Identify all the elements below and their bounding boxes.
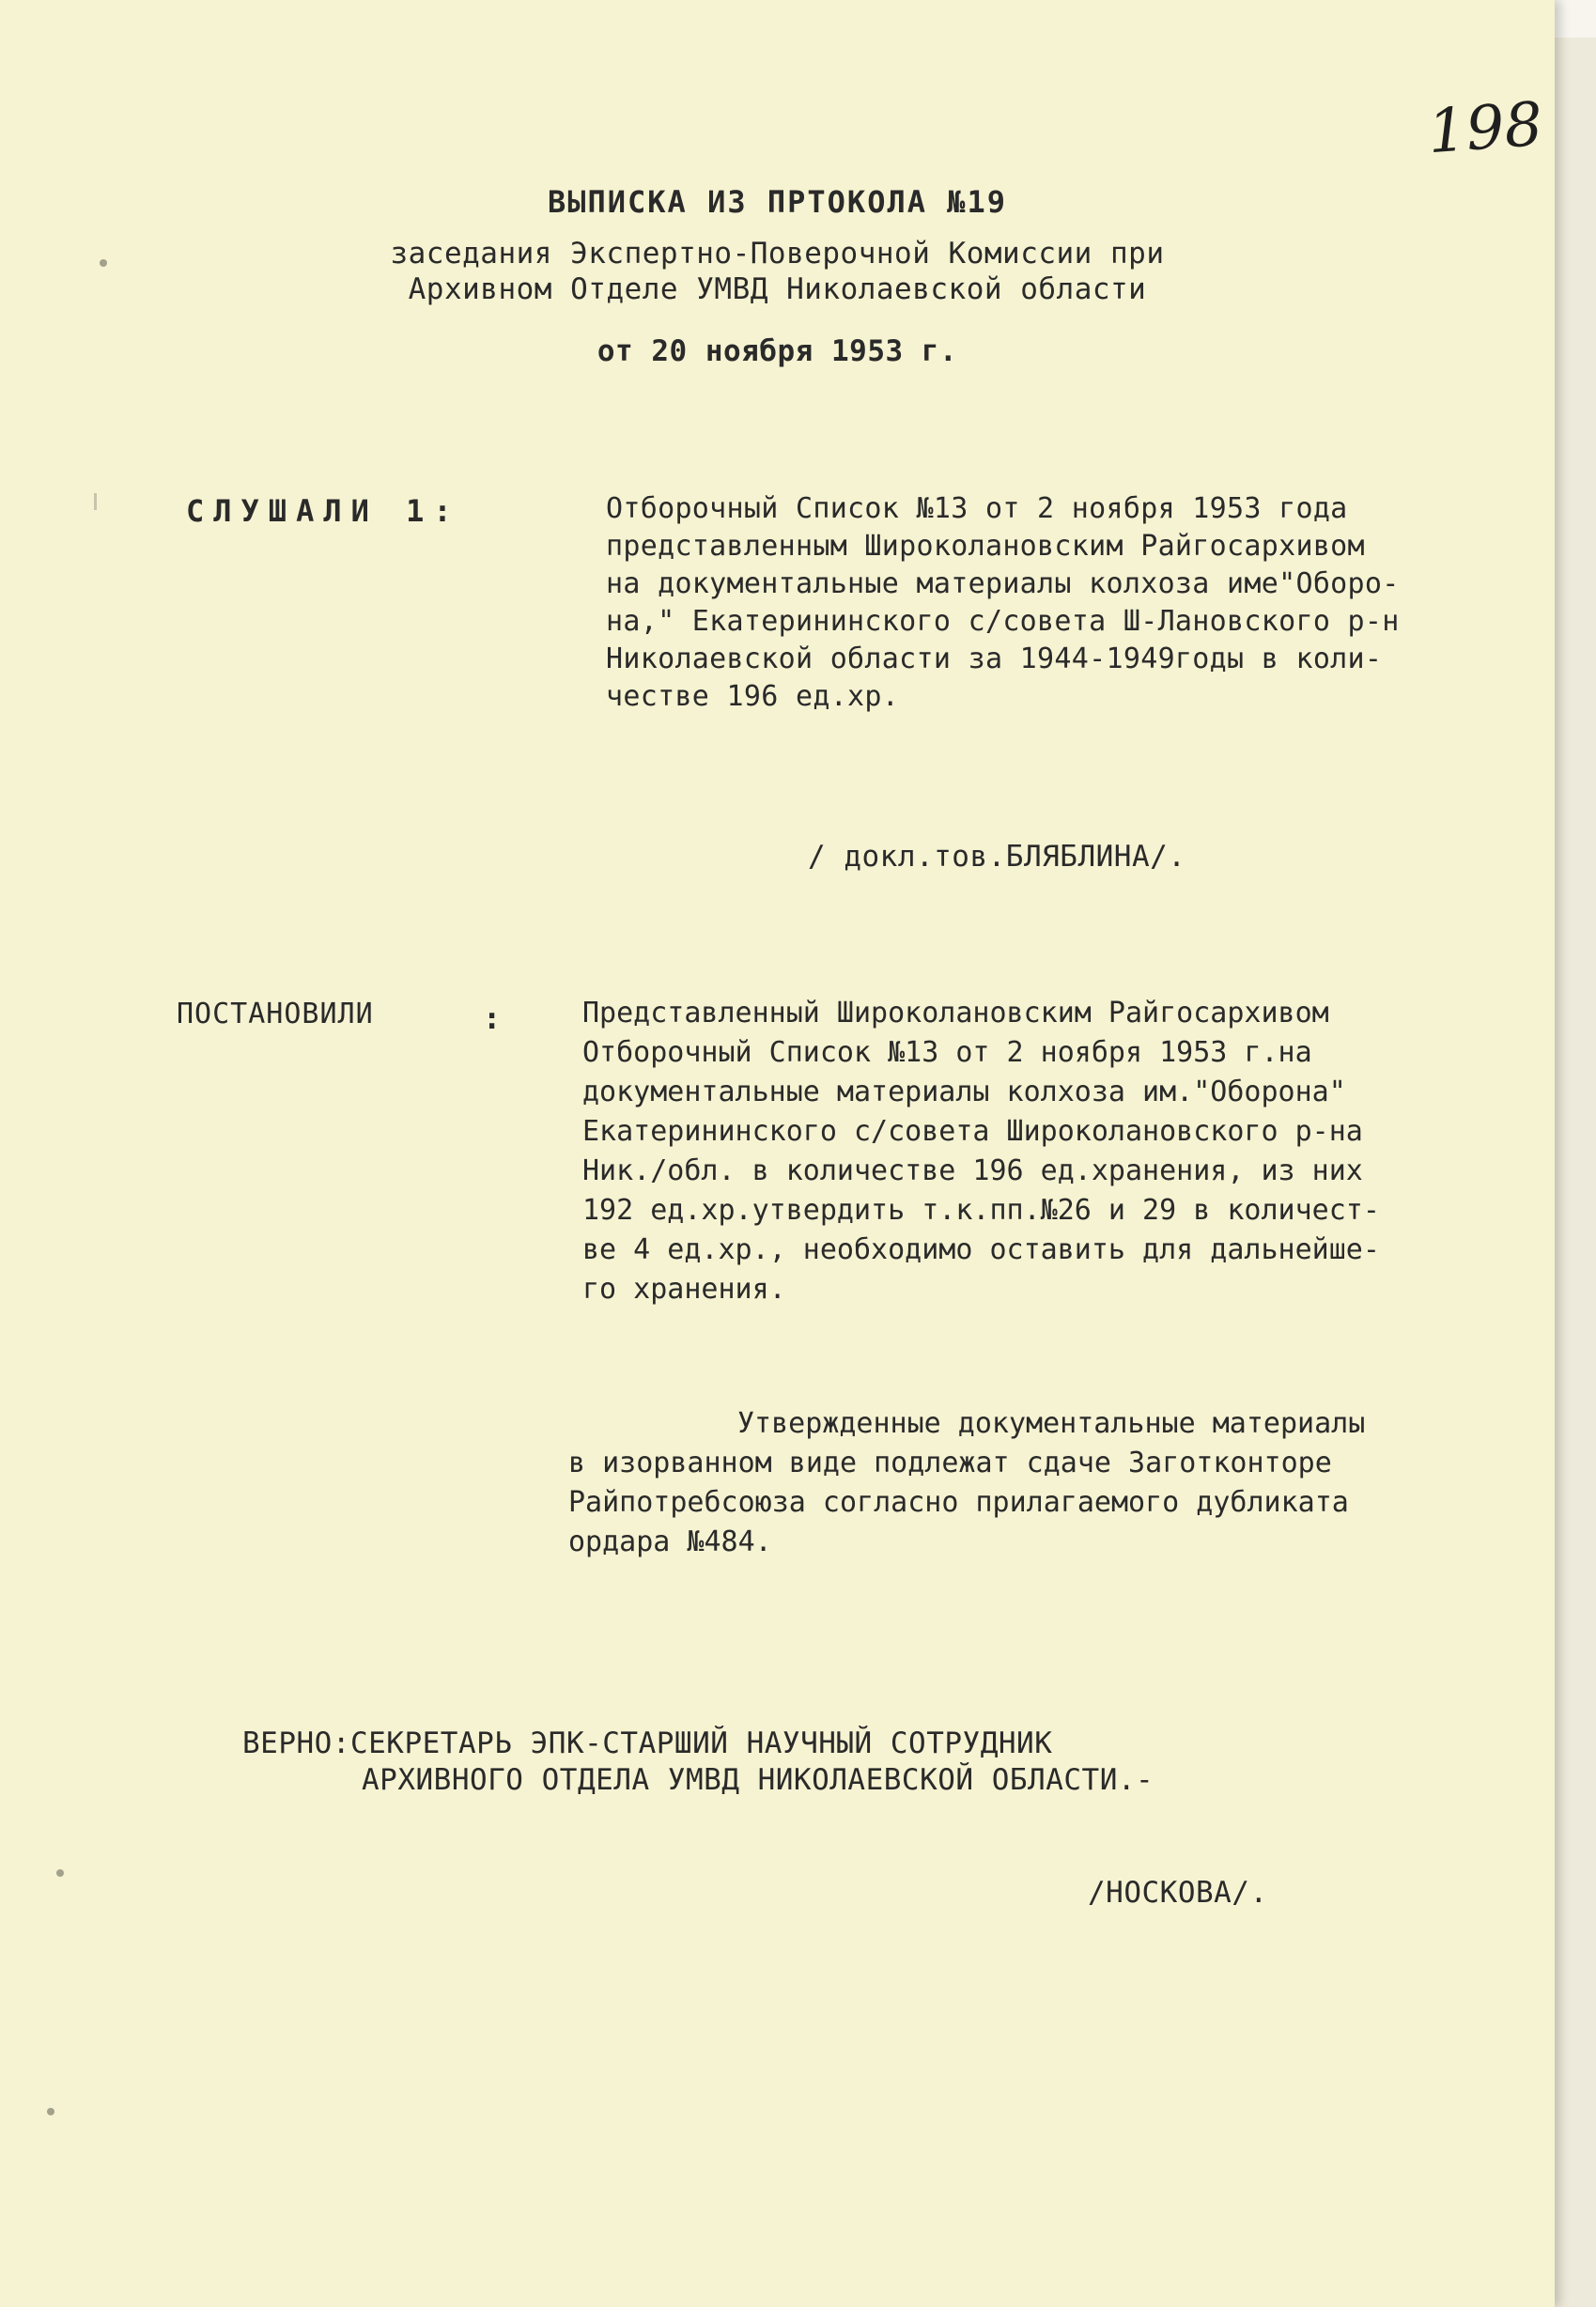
heard-text (606, 490, 1526, 716)
decided-line: Отборочный Список №13 от 2 ноября 1953 г.на (582, 1036, 1312, 1069)
document-title: ВЫПИСКА ИЗ ПРТОКОЛА №19 (547, 184, 1008, 220)
certification-line2: АРХИВНОГО ОТДЕЛА УМВД НИКОЛАЕВСКОЙ ОБЛАСТИ.- (362, 1763, 1154, 1797)
decided-line: го хранения. (582, 1273, 786, 1306)
punch-hole-mark (47, 2108, 54, 2115)
document-date: от 20 ноября 1953 г. (597, 334, 958, 368)
heard-line: на документальные материалы колхоза име"Оборо- (606, 567, 1400, 600)
document-subtitle-line2: Архивном Отделе УМВД Николаевской области (408, 272, 1147, 306)
decided-label: ПОСТАНОВИЛИ (177, 998, 374, 1030)
decided-paragraph-2 (568, 1404, 1526, 1562)
decided-para2-line: ордара №484. (568, 1525, 772, 1558)
decided-line: Представленный Широколановским Райгосархивом (582, 997, 1329, 1030)
heard-line: на," Екатерининского с/совета Ш-Лановского р-н (606, 605, 1400, 638)
decided-line: Екатерининского с/совета Широколановского р-на (582, 1115, 1363, 1148)
page-number: 198 (1425, 89, 1545, 168)
heard-line: Николаевской области за 1944-1949годы в коли- (606, 643, 1383, 675)
decided-text (582, 994, 1531, 1309)
document-subtitle-line1: заседания Экспертно-Поверочной Комиссии при (390, 237, 1165, 271)
decided-para2-line: Райпотребсоюза согласно прилагаемого дубликата (568, 1486, 1349, 1519)
punch-hole-mark (56, 1869, 64, 1877)
heard-line: честве 196 ед.хр. (606, 680, 900, 713)
decided-para2-line: в изорванном виде подлежат сдаче Заготконторе (568, 1447, 1332, 1479)
punch-hole-mark (100, 259, 107, 267)
decided-line: Ник./обл. в количестве 196 ед.хранения, из них (582, 1154, 1363, 1187)
decided-line: ве 4 ед.хр., необходимо оставить для дальнейше- (582, 1233, 1380, 1266)
speaker-note: / докл.тов.БЛЯБЛИНА/. (808, 840, 1186, 874)
heard-label: СЛУШАЛИ 1: (186, 493, 461, 529)
certification-line1: ВЕРНО:СЕКРЕТАРЬ ЭПК-СТАРШИЙ НАУЧНЫЙ СОТРУДНИК (242, 1726, 1053, 1760)
margin-mark (94, 493, 97, 510)
heard-line: представленным Широколановским Райгосархивом (606, 530, 1365, 563)
heard-line: Отборочный Список №13 от 2 ноября 1953 года (606, 492, 1348, 525)
decided-line: документальные материалы колхоза им."Оборона" (582, 1076, 1346, 1108)
decided-colon: : (483, 1000, 502, 1036)
decided-para2-line: Утвержденные документальные материалы (737, 1407, 1366, 1440)
signer-name: /НОСКОВА/. (1088, 1876, 1268, 1910)
decided-line: 192 ед.хр.утвердить т.к.пп.№26 и 29 в количест- (582, 1194, 1380, 1227)
